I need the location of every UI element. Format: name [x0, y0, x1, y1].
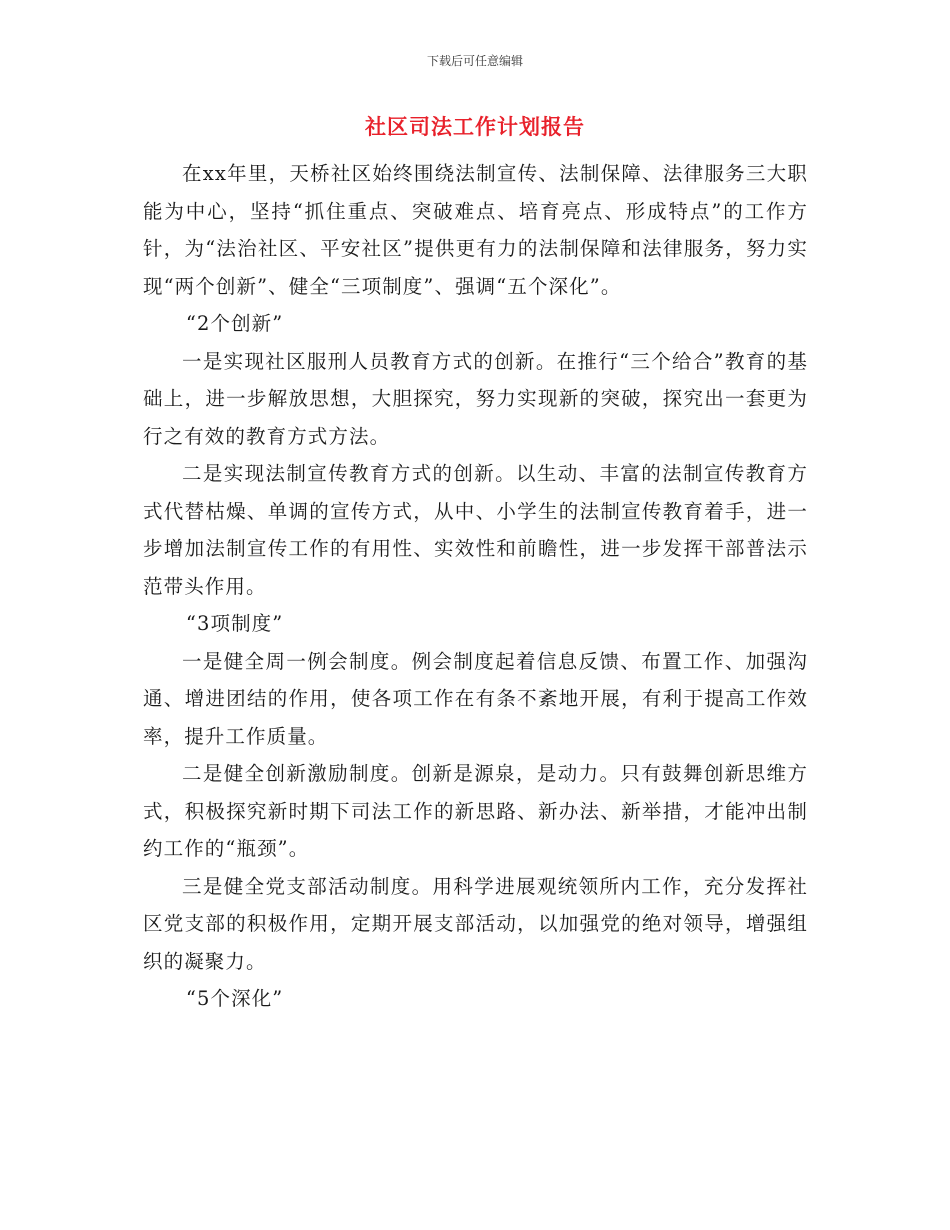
document-body — [143, 155, 808, 1018]
system-item-2: 二是健全创新激励制度。创新是源泉，是动力。只有鼓舞创新思维方式，积极探究新时期下司法工作的新思路、新办法、新举措，才能冲出制约工作的“瓶颈”。 — [143, 762, 808, 860]
system-item-1: 一是健全周一例会制度。例会制度起着信息反馈、布置工作、加强沟通、增进团结的作用，使各项工作在有条不紊地开展，有利于提高工作效率，提升工作质量。 — [143, 649, 808, 748]
system-item-3: 三是健全党支部活动制度。用科学进展观统领所内工作，充分发挥社区党支部的积极作用，定期开展支部活动，以加强党的绝对领导，增强组织的凝聚力。 — [143, 874, 808, 973]
document-title: 社区司法工作计划报告 — [365, 114, 585, 139]
intro-paragraph: 在xx年里，天桥社区始终围绕法制宣传、法制保障、法律服务三大职能为中心，坚持“抓住重点、突破难点、培育亮点、形成特点”的工作方针，为“法治社区、平安社区”提供更有力的法制保障和法律服务，努力实现“两个创新”、健全“三项制度”、强调“五个深化”。 — [143, 162, 808, 298]
section-heading-systems: “3项制度” — [185, 612, 284, 635]
innovation-item-1: 一是实现社区服刑人员教育方式的创新。在推行“三个给合”教育的基础上，进一步解放思想，大胆探究，努力实现新的突破，探究出一套更为行之有效的教育方式方法。 — [143, 349, 808, 448]
innovation-item-2: 二是实现法制宣传教育方式的创新。以生动、丰富的法制宣传教育方式代替枯燥、单调的宣传方式，从中、小学生的法制宣传教育着手，进一步增加法制宣传工作的有用性、实效性和前瞻性，进一步发挥干部普法示范带头作用。 — [143, 462, 808, 598]
section-heading-deepening: “5个深化” — [185, 987, 284, 1010]
header-note: 下载后可任意编辑 — [426, 54, 523, 68]
section-heading-innovations: “2个创新” — [185, 312, 284, 335]
